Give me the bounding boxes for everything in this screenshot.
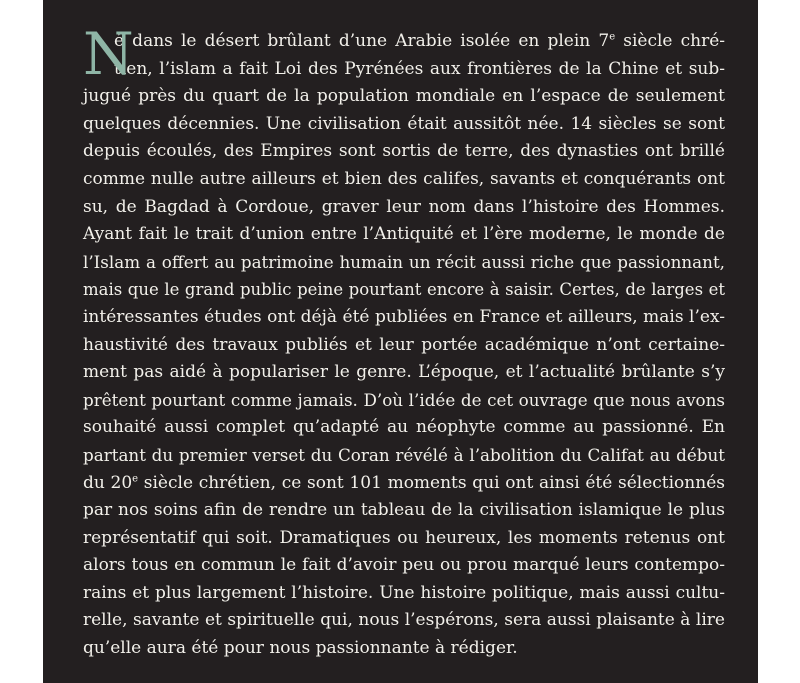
paragraph-line: alors tous en commun le fait d’avoir peu ou prou marqué leurs contempo-	[83, 555, 725, 576]
paragraph-line: haustivité des travaux publiés et leur portée académique n’ont certaine-	[83, 334, 725, 355]
paragraph-line: du 20e siècle chrétien, ce sont 101 moments qui ont ainsi été sélectionnés	[83, 472, 725, 493]
paragraph-line: jugué près du quart de la population mondiale en l’espace de seulement	[83, 86, 725, 107]
drop-cap-letter: N	[83, 20, 134, 88]
paragraph-line: représentatif qui soit. Dramatiques ou heureux, les moments retenus ont	[83, 527, 725, 548]
paragraph-line: tien, l’islam a fait Loi des Pyrénées aux frontières de la Chine et sub-	[114, 58, 725, 79]
paragraph-line: partant du premier verset du Coran révélé à l’abolition du Califat au début	[83, 444, 725, 465]
paragraph-line: intéressantes études ont déjà été publiées en France et ailleurs, mais l’ex-	[83, 306, 725, 327]
paragraph-line: par nos soins afin de rendre un tableau de la civilisation islamique le plus	[83, 500, 725, 521]
paragraph-line: ment pas aidé à populariser le genre. L’époque, et l’actualité brûlante s’y	[83, 362, 725, 383]
paragraph-line: qu’elle aura été pour nous passionnante à rédiger.	[83, 638, 518, 659]
paragraph-line: Ayant fait le trait d’union entre l’Antiquité et l’ère moderne, le monde de	[83, 224, 725, 245]
paragraph-line: su, de Bagdad à Cordoue, graver leur nom dans l’histoire des Hommes.	[83, 196, 725, 217]
paragraph-line: l’Islam a offert au patrimoine humain un récit aussi riche que passionnant,	[83, 251, 725, 272]
paragraph-line: relle, savante et spirituelle qui, nous l’espérons, sera aussi plaisante à lire	[83, 610, 725, 631]
paragraph-line: depuis écoulés, des Empires sont sortis de terre, des dynasties ont brillé	[83, 141, 725, 162]
paragraph-line: rains et plus largement l’histoire. Une histoire politique, mais aussi cultu-	[83, 582, 725, 603]
paragraph-line: mais que le grand public peine pourtant encore à saisir. Certes, de larges et	[83, 280, 725, 300]
dark-text-panel	[43, 0, 758, 683]
body-paragraph	[83, 20, 725, 663]
paragraph-line: souhaité aussi complet qu’adapté au néophyte comme au passionné. En	[83, 417, 725, 438]
paragraph-line: prêtent pourtant comme jamais. D’où l’idée de cet ouvrage que nous avons	[83, 389, 725, 410]
paragraph-line: comme nulle autre ailleurs et bien des califes, savants et conquérants ont	[83, 168, 725, 189]
paragraph-line: quelques décennies. Une civilisation était aussitôt née. 14 siècles se sont	[83, 113, 725, 134]
paragraph-line: é dans le désert brûlant d’une Arabie isolée en plein 7e siècle chré-	[114, 31, 725, 51]
